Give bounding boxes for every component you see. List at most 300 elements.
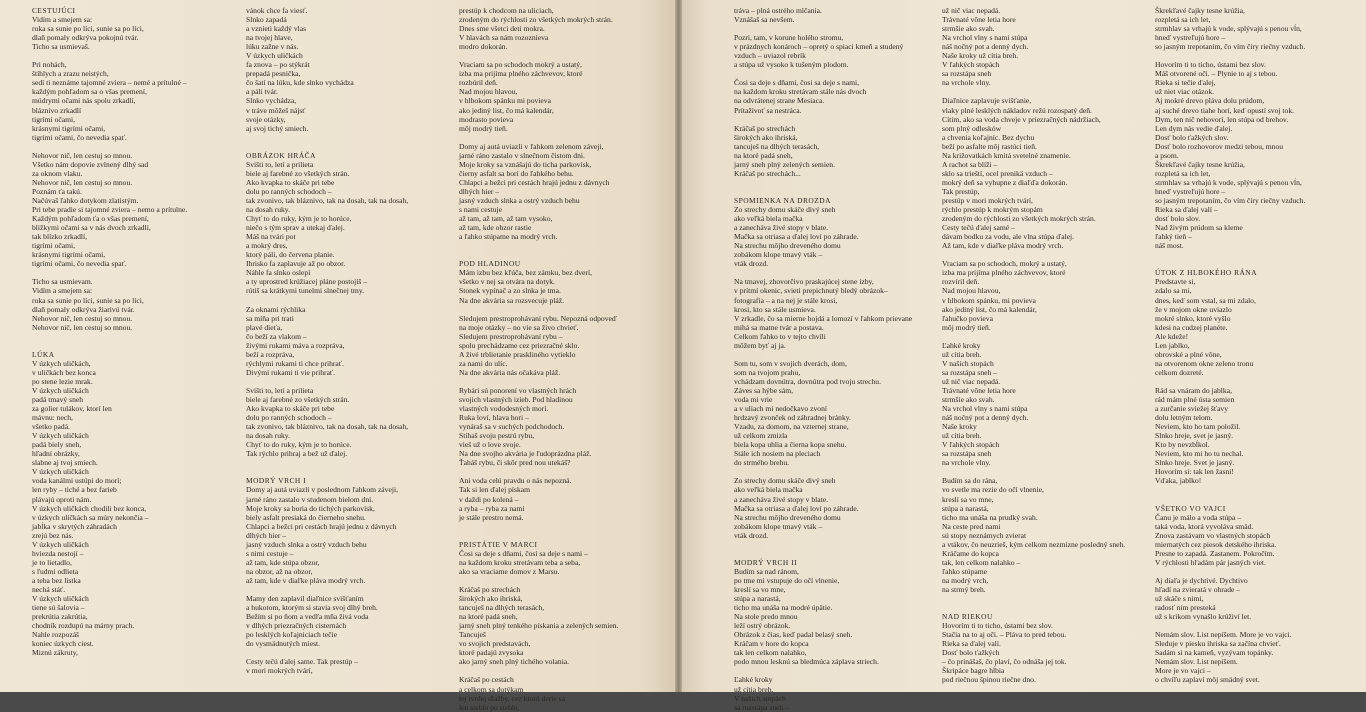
poem-line: stúpa a narastá, xyxy=(942,503,989,513)
poem-line: už skáče s nimi, xyxy=(1155,594,1204,604)
poem-line: zobákom klope tmavý vták – xyxy=(734,521,823,531)
poem-line xyxy=(32,341,240,350)
poem-line: Divými rukami ti vie prihrať. xyxy=(246,367,336,377)
poem-line: Ako kvapka to skáče pri tebe xyxy=(246,177,335,187)
poem-line: dolu po ranných schodoch – xyxy=(246,413,332,423)
poem-title: CESTUJÚCI xyxy=(32,6,76,15)
poem-line: a v uliach mi nedočkavo zvoní xyxy=(734,404,827,414)
poem-line: s ľudmi odlieta xyxy=(32,566,79,576)
poem-line: mokré slnko, ktoré vyšlo xyxy=(1155,313,1231,323)
poem-line: rozpletá sa ich let, xyxy=(1155,168,1211,178)
poem-line: na obzor, až na obzor, xyxy=(246,566,313,576)
poem-title: PRISTÁTIE V MARCI xyxy=(459,539,538,549)
poem-line: jasný vzduch slnka a ostrý vzduch behu xyxy=(459,195,580,205)
poem-line: Tancuješ xyxy=(459,630,486,640)
poem-line: Prítaživoť sa nestráca. xyxy=(734,105,802,115)
poem-line: Dosť bolo rozhovorov medzi tebou, mnou xyxy=(1155,141,1284,151)
poem-line: Na dne akvária nás očakáva pláž. xyxy=(459,367,561,377)
poem-line: čo šatí na lúku, kde slnko vychádza xyxy=(246,78,354,88)
poem-line xyxy=(734,187,942,196)
poem-line: Stačia na to aj oči. – Pláva to pred tebou. xyxy=(942,630,1067,640)
poem-line: V úzkych uličkách xyxy=(32,594,89,604)
poem-line: o chvíľu zaplaví môj smädný svet. xyxy=(1155,675,1260,685)
poem-line: vynáraš sa v suchých podchodoch. xyxy=(459,422,565,432)
poem-line: krásnymi tigrími očami, xyxy=(32,250,106,260)
poem-line: Slnko vychádza, xyxy=(246,96,297,106)
poem-line: taká voda, ktorá vyvoláva smäd. xyxy=(1155,521,1254,531)
poem-line xyxy=(1155,567,1363,576)
poem-line: modro dokorán. xyxy=(459,42,508,52)
poem-line: Na dne svojho akvária je ľudoprázdna pláž. xyxy=(459,449,592,459)
poem-line: že v mojom okne uviazlo xyxy=(1155,304,1232,314)
poem-line: radosť nim presteká xyxy=(1155,603,1216,613)
poem-line xyxy=(459,467,667,476)
poem-line: Ľahké kroky xyxy=(942,340,981,350)
poem-line: čierny asfalt sa borí do ľahkého behu. xyxy=(459,168,574,178)
poem-line: Rieka si tečie ďalej, xyxy=(1155,78,1216,88)
poem-line: náš nočný pot a denný dych. xyxy=(942,413,1029,423)
poem-line: a psom. xyxy=(1155,150,1179,160)
poem-line: každým pohľadom sa o všas premení, xyxy=(32,87,147,97)
poem-line: Máš na tvári pot xyxy=(246,232,296,242)
poem-line xyxy=(459,576,667,585)
poem-line: Náhle fa slnko oslepí xyxy=(246,268,311,278)
poem-line: do vysmädnutých miest. xyxy=(246,639,321,649)
poem-line: Nad živým prúdom sa kleme xyxy=(1155,223,1243,233)
poem-line: A živé trblietanie praskliného vytieklo xyxy=(459,349,576,359)
poem-line: ako jediný list, čo má kalendár, xyxy=(459,105,554,115)
poem-line: dlhých hier – xyxy=(459,186,500,196)
poem-line xyxy=(1155,485,1363,494)
poem-line xyxy=(734,540,942,549)
poem-line: náš nočný pot a denný dych. xyxy=(942,42,1029,52)
poem-line: Ticho sa usmievaš. xyxy=(32,42,90,52)
poem-line: vchádzam dovnútra, dovnútra pod tvoju strechu. xyxy=(734,376,881,386)
poem-line xyxy=(246,458,454,467)
poem-line: vlastných vododesných morí. xyxy=(459,404,549,414)
poem-line: Všetko nám dopovie zvlnený dlhý sad xyxy=(32,159,149,169)
poem-line: Chyť to do ruky, kým je to horúce, xyxy=(246,214,352,224)
poem-line: zobákom klope tmavý vták – xyxy=(734,250,823,260)
poem-line: beží a rozpráva, xyxy=(246,349,295,359)
poem-line: Hovorím ti to ticho, ústami bez slov. xyxy=(1155,60,1266,70)
poem-line xyxy=(32,332,240,341)
poem-line: Chlapci a bežci pri cestách hrajú jednu z dávnych xyxy=(246,521,397,531)
poem-line: Hovorím ti to ticho, ústami bez slov. xyxy=(942,621,1053,631)
poem-line: na ktoré padá sneh, xyxy=(734,150,793,160)
poem-line: dolu po ranných schodoch – xyxy=(246,186,332,196)
poem-line: plavé dieťa, xyxy=(246,322,283,332)
poem-line: už niet viac otázok. xyxy=(1155,87,1215,97)
column xyxy=(734,6,942,712)
poem-line: Zo strechy domu skáče divý sneh xyxy=(734,476,836,486)
poem-line xyxy=(1155,495,1363,504)
poem-line: bližkymi očami sa v nás dvoch zrkadlí, xyxy=(32,223,151,233)
poem-line: Nahle rozpozáš xyxy=(32,630,80,640)
poem-line: tej tvrdej dlažby, cez ktorú derie sa xyxy=(459,693,565,703)
poem-line: Stíhaš svoju pestrú rybu, xyxy=(459,431,535,441)
poem-line: na vrchole vlny. xyxy=(942,458,991,468)
poem-line: a vtákov, čo neuzrieš, kým celkom nezmizne posledný sneh. xyxy=(942,539,1126,549)
poem-line: Nemám slov. List nepíšem. More je vo vajci. xyxy=(1155,630,1292,640)
poem-line: Kráčame do kopca xyxy=(942,548,999,558)
poem-line: Rád sa vnáram do jablka, xyxy=(1155,385,1232,395)
poem-title: VŠETKO VO VAJCI xyxy=(1155,503,1226,513)
poem-line: môj modrý tieň. xyxy=(459,123,508,133)
poem-line: tráva – plná ostrého mlčania. xyxy=(734,6,822,15)
poem-line: Mamy den zaplavil diaľnice svišťaním xyxy=(246,594,364,604)
poem-line: už nič viac nepadá. xyxy=(942,376,1001,386)
poem-line: V našich stopách xyxy=(734,693,786,703)
poem-line: rýchlymi rukami ti chce prihrať. xyxy=(246,358,344,368)
poem-line: V úzkych uličkách xyxy=(32,431,89,441)
poem-line: Nad mojou hlavou, xyxy=(459,87,518,97)
poem-title: ÚTOK Z HLBOKÉHO RÁNA xyxy=(1155,268,1258,278)
poem-line xyxy=(734,178,942,187)
poem-line: Na strechu môjho dreveného domu xyxy=(734,241,841,251)
poem-line: náš most. xyxy=(1155,241,1184,251)
poem-title: OBRÁZOK HRÁČA xyxy=(246,150,316,160)
poem-line: biele aj farebné zo všetkých strán. xyxy=(246,168,350,178)
left-page xyxy=(0,0,675,712)
poem-line: sa rozstápa sneh xyxy=(942,69,992,79)
column xyxy=(942,6,1150,685)
poem-line: jarné ráno zastalo v studenom bielom dni. xyxy=(246,494,374,504)
poem-line: krosi, kto sa stále usmieva. xyxy=(734,304,816,314)
poem-line: v hlbokom spánku, mi povieva xyxy=(942,295,1036,305)
poem-line: Na tmavej, zhovorčivo praskajúcej stene izby, xyxy=(734,277,874,287)
poem-line: rútiš sa krátkymi tunelmi slnečnej tmy. xyxy=(246,286,365,296)
poem-line: Kto by nevzbĺkol. xyxy=(1155,440,1210,450)
poem-line: Dosť bolo ťažkých xyxy=(942,648,1000,658)
poem-line: Každým pohľadom ťa o všas premení, xyxy=(32,214,149,224)
poem-line: vieš už o love svoje. xyxy=(459,440,521,450)
poem-line: Tak prestúp, xyxy=(942,186,980,196)
poem-line: Chlapci a bežci pri cestách hrajú jednu z dávnych xyxy=(459,177,610,187)
poem-line: tigrími očami, xyxy=(32,114,76,124)
poem-line xyxy=(246,296,454,305)
poem-line xyxy=(942,603,1150,612)
poem-line: v prítmí okenic, svieti prepichnutý bledý obrázok– xyxy=(734,286,888,296)
poem-line: Vzadu, za domom, na vzternej strane, xyxy=(734,422,849,432)
poem-line: až tam, až tam, až tam vysoko, xyxy=(459,214,553,224)
poem-line: nechá stáť. xyxy=(32,585,66,594)
poem-line: hneď vystreľujú hore – xyxy=(1155,33,1226,43)
poem-line: hrdzavý zvonček od záhradnej bránky. xyxy=(734,413,851,423)
poem-line: po tme mi vstupuje do očí vlnenie, xyxy=(734,575,840,585)
poem-line: a zanecháva živé stopy v blate. xyxy=(734,223,829,233)
poem-line: tak len celkom nalahko, xyxy=(734,648,807,658)
poem-line: a páli tvár. xyxy=(246,87,278,97)
poem-line: chodník rozdupú na márny prach. xyxy=(32,621,135,631)
poem-line: ľahko stúpame xyxy=(942,566,988,576)
poem-line: Tak rýchlo prihraj a bež už ďalej. xyxy=(246,449,348,459)
poem-title: MODRÝ VRCH II xyxy=(734,557,798,567)
poem-line: Moje kroky sa boria do tichých parkovísk, xyxy=(246,503,375,513)
poem-line: širokých ako ihriská, xyxy=(459,594,523,604)
poem-line xyxy=(734,268,942,277)
poem-line: Kráčaš po strechách xyxy=(459,585,521,594)
poem-line: na tvojej hlave, xyxy=(246,33,293,43)
column xyxy=(1155,6,1363,685)
poem-line: až tam, kde v diaľke pláva modrý vrch. xyxy=(246,575,366,585)
poem-line: Čanu je málo a voda stúpa – xyxy=(1155,512,1242,522)
poem-line: Bežím si po ňom a vedľa mňa živá voda xyxy=(246,612,369,622)
column xyxy=(459,6,667,712)
poem-title: SPOMIENKA NA DROZDA xyxy=(734,195,831,205)
book-gutter xyxy=(675,0,682,692)
poem-line xyxy=(32,51,240,60)
poem-line: Neviem, kto mi ho tu nechal. xyxy=(1155,449,1244,459)
poem-line: Na vrchol vlny s nami stúpa xyxy=(942,33,1028,43)
poem-title: MODRÝ VRCH I xyxy=(246,476,307,486)
poem-line: Ale kdeže! xyxy=(1155,331,1189,341)
poem-line: Na križovatkách kmitá svetelné znamenie. xyxy=(942,150,1071,160)
poem-line: Vidím a smejem sa: xyxy=(32,15,93,25)
poem-line: Vďaka, jablko! xyxy=(1155,476,1202,486)
poem-line: krásnymi tigrími očami, xyxy=(32,123,106,133)
poem-line: modrasto povieva xyxy=(459,114,514,124)
poem-line: Stonek vypínač a zo slnka je tma. xyxy=(459,286,561,296)
poem-line: Pozri, tam, v korune holého stromu, xyxy=(734,33,844,43)
poem-line: V úzkych uličkách xyxy=(32,385,89,395)
poem-line: padá tmavý sneh xyxy=(32,395,84,405)
poem-line: až tam, kde stúpa obzor, xyxy=(246,557,320,567)
poem-line: s nami cestuje xyxy=(459,205,503,215)
column xyxy=(246,6,454,675)
poem-line: so jasným trepotaním, čo vím čiry riečny vzduch. xyxy=(1155,195,1306,205)
poem-line: biela kopa uhlia a čierna kopa snehu. xyxy=(734,440,847,450)
poem-line: a hukotom, ktorým si stavia svoj dlhý breh. xyxy=(246,603,378,613)
poem-line: rýchlo prestúp k mokrým stopám xyxy=(942,205,1043,215)
poem-line: slabne aj tvoj smiech. xyxy=(32,458,98,468)
poem-line: Slnko hreje, svet je jasný. xyxy=(1155,431,1234,441)
column xyxy=(32,6,240,657)
poem-line xyxy=(246,133,454,142)
poem-line xyxy=(459,51,667,60)
poem-line xyxy=(459,241,667,250)
poem-line: a stúpa už vysoko k tušeným plodom. xyxy=(734,60,849,70)
poem-line: Nad mojou hlavou, xyxy=(942,286,1001,296)
poem-line: Vidím a smejem sa: xyxy=(32,286,93,296)
poem-line: – čo prinášaš, čo plaví, čo odnáša jej tok. xyxy=(942,657,1067,667)
poem-line: Trávnaté vône letia hore xyxy=(942,385,1016,395)
poem-line: podo mnou lesknú sa bledmúca záplava striech. xyxy=(734,657,879,667)
poem-line: hľadní obrázky, xyxy=(32,449,80,459)
poem-line xyxy=(1155,51,1363,60)
poem-line: Slnko zapadá xyxy=(246,15,287,25)
poem-line: za nami do ulíc. xyxy=(459,358,508,368)
poem-line: Čosi sa deje s dňami, čosi sa deje s nami, xyxy=(734,78,860,88)
poem-line: Rybári sú ponorení vo vlastných hrách xyxy=(459,385,577,395)
poem-line: plávajú oproti nám. xyxy=(32,494,92,504)
poem-line: a ty uprostred krúžiacej pláne postojíš – xyxy=(246,277,368,287)
poem-line: vlaky plné lesklých nákladov režú rozospatý deň. xyxy=(942,105,1092,115)
poem-title: POD HLADINOU xyxy=(459,259,521,269)
poem-line: prekrútia zakrútia, xyxy=(32,612,88,622)
poem-line xyxy=(459,522,667,531)
poem-line: V rýchlosti hľadám pár jasných viet. xyxy=(1155,557,1266,567)
poem-line: a teba bez lístka xyxy=(32,575,81,585)
poem-line: Na dne akvária sa rozsvecuje pláž. xyxy=(459,295,564,305)
poem-line: Hovorím si: tak len žasni! xyxy=(1155,467,1234,477)
poem-line: Pri nohách, xyxy=(32,60,67,70)
poem-line: už cítia breh. xyxy=(942,349,982,359)
poem-line: V ľahkých stopách xyxy=(942,440,1000,450)
poem-line: Trávnaté vône letia hore xyxy=(942,15,1016,25)
poem-line: ľahučko povieva xyxy=(942,313,993,323)
poem-line xyxy=(734,467,942,476)
poem-line xyxy=(246,377,454,386)
poem-line: fotografia – a na nej je stále krosi, xyxy=(734,295,838,305)
poem-line: do strmého brehu. xyxy=(734,458,790,468)
poem-line: Chyť to do ruky, kým je to horúce. xyxy=(246,440,352,450)
poem-line: a chvenia koľajníc. Bez dychu xyxy=(942,132,1035,142)
poem-line: v mori mokrých tvárí, xyxy=(246,666,313,676)
poem-line: tak zvonivo, tak bláznivo, tak na dosah, tak na dosah, xyxy=(246,195,409,205)
poem-line: v uličkách bez konca xyxy=(32,367,96,377)
poem-line: po stene lezie mrak. xyxy=(32,376,93,386)
poem-line: Škrekľavé čajky tesne krúžia, xyxy=(1155,6,1245,15)
poem-line: Zo strechy domu skáče divý sneh xyxy=(734,205,836,215)
poem-line: ako jarný sneh plný tichého volania. xyxy=(459,657,570,667)
poem-line xyxy=(1155,259,1363,268)
poem-line: Budím sa do rána, xyxy=(942,476,998,486)
poem-line: dlhých hier – xyxy=(246,530,287,540)
poem-line: Na strechu môjho dreveného domu xyxy=(734,512,841,522)
poem-line: beží po asfalte môj rastúci tieň. xyxy=(942,141,1037,151)
poem-line: Budím sa nad ránom, xyxy=(734,566,799,576)
poem-line: ticho ma unáša na modré úpätie. xyxy=(734,603,833,613)
poem-line: Aj diaľa je dychtivé. Dychtivo xyxy=(1155,575,1248,585)
poem-line: V hlavách sa nám rozoznieva xyxy=(459,33,549,43)
poem-line xyxy=(246,142,454,151)
poem-line: kreslí sa vo mne, xyxy=(734,585,786,594)
poem-line: rozbúril deň. xyxy=(459,78,498,88)
poem-line: sa rozstápa sneh – xyxy=(734,702,790,712)
poem-line: prepadá pesnička, xyxy=(246,69,301,79)
poem-line: jasný vzduch slnka a ostrý vzduch behu xyxy=(246,539,367,549)
poem-line: za golier tulákov, ktorí len xyxy=(32,404,112,414)
poem-line: biely asfalt presiaká do čierneho snehu. xyxy=(246,512,366,522)
poem-line: múdrymi očami nás spolu zrkadlí, xyxy=(32,96,136,106)
poem-line: za oknom vlaku. xyxy=(32,168,83,178)
poem-line xyxy=(246,585,454,594)
poem-line: a mokrý dres, xyxy=(246,241,288,251)
poem-line: Svišti to, letí a prilieta xyxy=(246,385,314,395)
poem-line: na dosah ruky. xyxy=(246,205,291,215)
poem-line: vo svojich predstavách, xyxy=(459,639,531,649)
poem-line: tiene sú šalovia – xyxy=(32,603,85,613)
poem-line: štíhlych a zrazu neistých, xyxy=(32,69,109,79)
poem-line: V ľahkých stopách xyxy=(942,60,1000,70)
poem-line: vo svetle ma rezie do očí vlnenie, xyxy=(942,485,1044,495)
poem-line: vzduch – uviazol rebrík xyxy=(734,51,806,61)
poem-line: len ryby – tiché a bez farieb xyxy=(32,485,117,495)
poem-line: Rieka sa ďalej valí. xyxy=(942,639,1001,649)
poem-line xyxy=(32,142,240,151)
poem-line: ktorý páli, do červena planie. xyxy=(246,250,335,260)
poem-line xyxy=(942,250,1150,259)
poem-line: ruka sa sunie po líci, sunie sa po líci, xyxy=(32,24,144,34)
poem-line: V našich stopách xyxy=(942,358,994,368)
poem-line: A rachot sa blíži – xyxy=(942,159,998,169)
poem-line xyxy=(459,666,667,675)
poem-line: tigrími očami, čo nevedia spať. xyxy=(32,259,127,269)
poem-line: Rieka sa ďalej valí – xyxy=(1155,205,1218,215)
poem-line: More je vo vajci – xyxy=(1155,666,1211,676)
poem-line: sa rozstápa sneh xyxy=(942,449,992,459)
poem-line: obrovské a plné vône, xyxy=(1155,349,1222,359)
right-page xyxy=(682,0,1366,712)
poem-line: na každom kroku stretávam teba a seba, xyxy=(459,557,581,567)
poem-line: s nimi cestuje – xyxy=(246,548,294,558)
poem-line: dolu letným telom. xyxy=(1155,413,1213,423)
poem-line xyxy=(1155,621,1363,630)
poem-line: izba ma prijíma plného záchvevov, ktoré xyxy=(459,69,583,79)
poem-line: Len dym nás vedie ďalej. xyxy=(1155,123,1233,133)
poem-line: kdesi na cudzej planéte. xyxy=(1155,322,1228,332)
poem-line: Na vrchol vlny s nami stúpa xyxy=(942,404,1028,414)
poem-line: Načúvaš ľahko dotykom zlatistým. xyxy=(32,195,139,205)
poem-line: V úzkych uličkách chodili bez konca, xyxy=(32,503,147,513)
poem-line: leží ostrý obrázok. xyxy=(734,621,791,631)
poem-line: Stále ich nosiem na pleciach xyxy=(734,449,821,459)
poem-line: Neviem, kto ho tam položil. xyxy=(1155,422,1241,432)
poem-line: prestúp v mori mokrých tvárí, xyxy=(942,195,1033,205)
poem-line: a zurčanie sviežej šťavy xyxy=(1155,404,1229,414)
poem-line: Za oknami rýchlika xyxy=(246,304,306,314)
poem-line: všetko padá. xyxy=(32,422,70,432)
poem-line: Kráčaš po strechách... xyxy=(734,168,801,178)
poem-line xyxy=(734,115,942,124)
poem-line: Poznám ťa takú. xyxy=(32,186,82,196)
poem-line xyxy=(734,350,942,359)
poem-line: koniec úzkych ciest. xyxy=(32,639,94,649)
poem-line: Škrekľavé čajky tesne krúžia, xyxy=(1155,159,1245,169)
poem-line xyxy=(246,648,454,657)
poem-line: rád mám plné ústa semien xyxy=(1155,395,1235,405)
poem-line: môj modrý tieň. xyxy=(942,322,991,332)
poem-line xyxy=(734,549,942,558)
poem-line: niečo s tým sprav a utekaj ďalej. xyxy=(246,223,345,233)
poem-line: a zanecháva živé stopy v blate. xyxy=(734,494,829,504)
poem-line: voda mi vrie xyxy=(734,395,773,405)
poem-line: Na stole predo mnou xyxy=(734,612,798,622)
poem-line: Nehovor nič, len cestuj so mnou. xyxy=(32,150,133,160)
poem-line: strmhlav sa vrhajú k vode, splývajú s penou vĺn, xyxy=(1155,177,1302,187)
poem-line xyxy=(942,467,1150,476)
poem-line: Mám izbu bez kľúča, bez zámku, bez dverí, xyxy=(459,268,592,278)
poem-line: už cítia breh. xyxy=(942,431,982,441)
poem-line: na vrchole vlny. xyxy=(942,78,991,88)
poem-line: sa rozstápa sneh – xyxy=(942,367,998,377)
poem-line: hneď vystreľujú hore – xyxy=(1155,186,1226,196)
poem-line: a ľahko stúpame na modrý vrch. xyxy=(459,232,558,242)
poem-line: Naše kroky už cítia breh. xyxy=(942,51,1019,61)
poem-line: aj svoj tichý smiech. xyxy=(246,123,309,133)
poem-line: tigrími očami, xyxy=(32,241,76,251)
poem-line: už cítia breh. xyxy=(734,684,774,694)
poem-line: vták drozd. xyxy=(734,259,769,269)
poem-line: Dosť bolo ťažkých slov. xyxy=(1155,132,1229,142)
poem-line xyxy=(459,305,667,314)
poem-line: celkom dozreté. xyxy=(1155,367,1204,377)
poem-line: v dlhých priezračných cisternách xyxy=(246,621,347,631)
poem-line: Mačka sa otriasa a ďalej loví po záhrade. xyxy=(734,503,859,513)
poem-line: miernatých cez piesok detského ihriska. xyxy=(1155,539,1277,549)
poem-line xyxy=(459,250,667,259)
